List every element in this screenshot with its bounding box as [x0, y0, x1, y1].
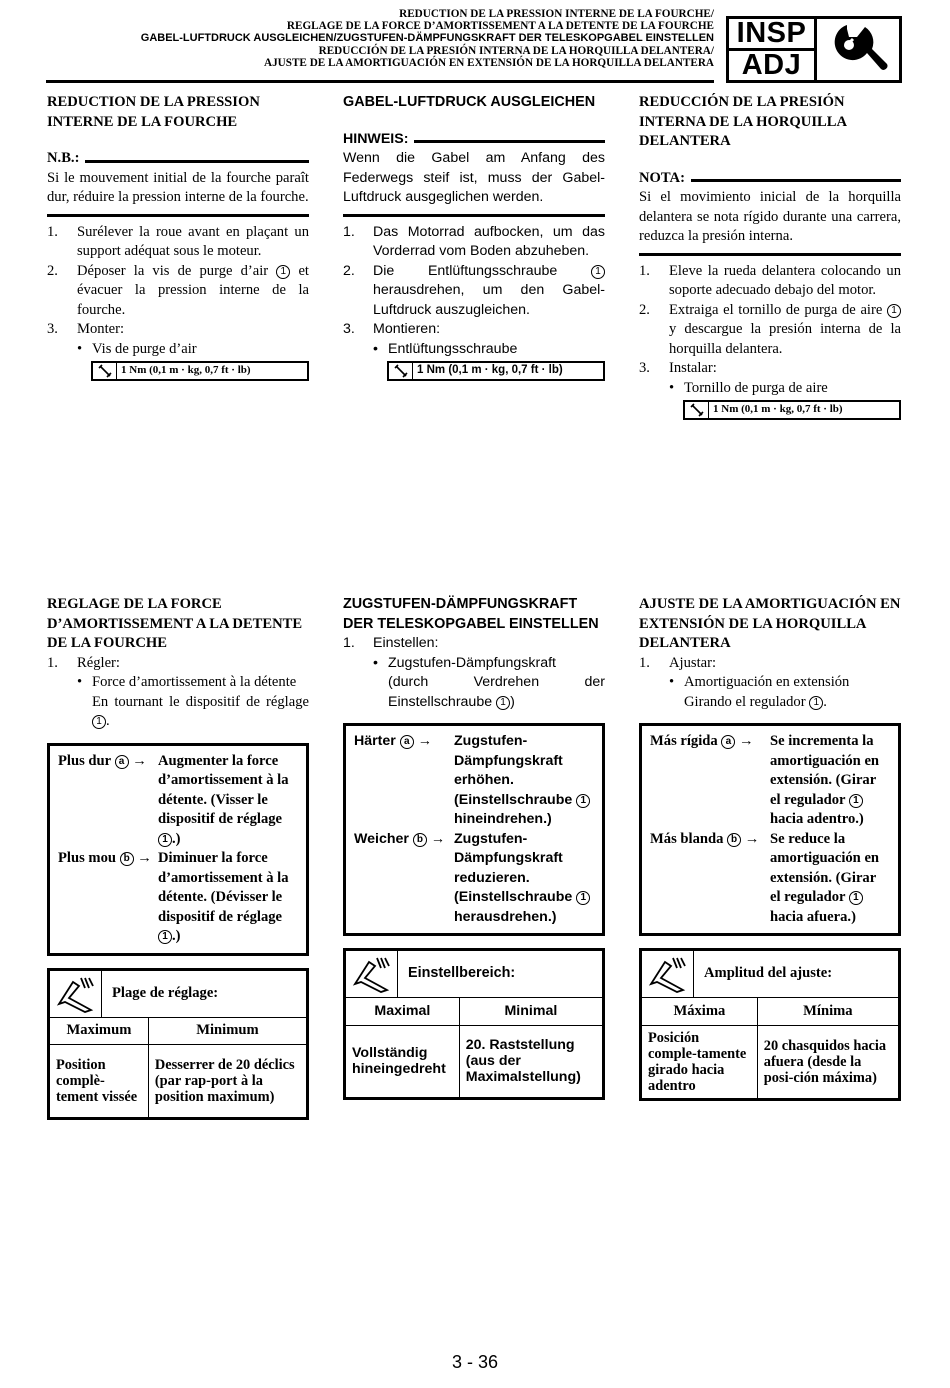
de-harder-row	[354, 732, 594, 830]
es-step-3: Instalar:	[669, 360, 717, 376]
torque-wrench-icon	[685, 402, 709, 418]
torque-wrench-icon	[93, 363, 117, 379]
fr-step-1: Surélever la roue avant en plaçant un support adéquat sous le moteur.	[77, 223, 309, 259]
es-harder-val-b: hacia adentro.)	[770, 811, 864, 827]
callout-1-icon: 1	[158, 930, 172, 944]
fr-note-heading	[47, 149, 309, 169]
fr-torque-value: 1 Nm (0,1 m · kg, 0,7 ft · lb)	[121, 364, 251, 377]
arrow-right-icon: →	[430, 830, 446, 847]
es-rebound-bullet-1: Amortiguación en extensión	[684, 674, 850, 690]
list-item: 1. Eleve la rueda delantera colocando un soporte adecuado debajo del motor.	[639, 262, 901, 301]
page-header	[46, 8, 714, 69]
list-item: • Force d’amortissement à la détente	[47, 673, 309, 693]
fr-softer-row	[58, 849, 298, 947]
fr-bullet: Vis de purge d’air	[92, 340, 197, 357]
fr-rebound-step-1: Régler:	[77, 654, 120, 671]
de-min-value: 20. Raststellung (aus der Maximalstellung)	[465, 1037, 581, 1086]
page-number: 3 - 36	[451, 1352, 499, 1372]
fr-harder-key: Plus dur	[58, 752, 111, 769]
callout-1-icon: 1	[276, 265, 290, 279]
de-step-2a: Die Entlüftungsschraube	[373, 262, 558, 279]
torque-spec	[387, 361, 605, 381]
header-line-4: REDUCCIÓN DE LA PRESIÓN INTERNA DE LA HORQUILLA DELANTERA/	[318, 44, 714, 57]
de-harder-key: Härter	[354, 733, 396, 749]
header-line-1: REDUCTION DE LA PRESSION INTERNE DE LA FOURCHE/	[399, 8, 714, 20]
callout-a-icon: a	[400, 735, 414, 749]
de-harder-val-a: Zugstufen-Dämpfungskraft erhöhen. (Einstellschraube	[454, 733, 573, 808]
callout-a-icon: a	[721, 735, 735, 749]
callout-1-icon: 1	[576, 891, 590, 905]
es-softer-val-a: Se reduce la amortiguación en extensión. (Girar el regulador	[770, 830, 880, 905]
es-range-table	[639, 948, 901, 1101]
list-item: 1. Régler:	[47, 654, 309, 674]
callout-1-icon: 1	[887, 304, 901, 318]
de-torque-value: 1 Nm (0,1 m · kg, 0,7 ft · lb)	[417, 364, 563, 377]
fr-rebound-bullet-2-line: En tournant le dispositif de réglage 1 .	[92, 693, 309, 729]
de-max-header: Maximal	[346, 998, 459, 1025]
de-step-3: Montieren:	[373, 321, 441, 337]
list-item: 2. Die Entlüftungsschraube 1 herausdrehen, um den Gabel-Luftdruck auszugleichen.	[343, 262, 605, 318]
es-harder-key: Más rígida	[650, 733, 718, 749]
torque-spec	[683, 400, 901, 420]
torque-spec	[91, 361, 309, 381]
de-bullet: Entlüftungsschraube	[388, 340, 518, 357]
fr-harder-row	[58, 752, 298, 850]
note-end-rule	[47, 214, 309, 217]
es-step-1: Eleve la rueda delantera colocando un soporte adecuado debajo del motor.	[669, 262, 901, 298]
caliper-icon	[50, 971, 102, 1017]
caliper-icon	[346, 951, 398, 997]
list-item: 3. Instalar:	[639, 359, 901, 379]
es-harder-val-a: Se incrementa la amortiguación en extensión. (Girar el regulador	[770, 733, 880, 808]
es-adjust-box	[639, 723, 901, 936]
badge-insp: INSP	[729, 19, 814, 51]
de-pressure-section	[343, 93, 605, 381]
fr-softer-key: Plus mou	[58, 850, 116, 866]
de-step-2b: herausdrehen, um den Gabel-Luftdruck auszugleichen.	[373, 282, 605, 318]
fr-harder-val-b: .)	[172, 830, 181, 847]
caliper-icon	[642, 951, 694, 997]
list-item: 3. Montieren:	[343, 320, 605, 340]
es-step-2a: Extraiga el tornillo de purga de aire	[669, 301, 883, 318]
fr-range-title: Plage de réglage:	[112, 984, 219, 1001]
header-line-5: AJUSTE DE LA AMORTIGUACIÓN EN EXTENSIÓN DE LA HORQUILLA DELANTERA	[264, 56, 714, 69]
es-step-2b: y descargue la presión interna de la horquilla delantera.	[669, 321, 901, 357]
insp-adj-badge	[726, 16, 902, 83]
header-line-2: REGLAGE DE LA FORCE D’AMORTISSEMENT A LA DETENTE DE LA FOURCHE	[286, 20, 714, 33]
de-softer-key: Weicher	[354, 830, 409, 847]
es-softer-key: Más blanda	[650, 830, 724, 847]
callout-a-icon: a	[115, 755, 129, 769]
es-softer-val-b: hacia afuera.)	[770, 908, 856, 925]
es-rebound-bullet-2-line: Girando el regulador 1 .	[684, 693, 827, 710]
badge-adj: ADJ	[741, 49, 802, 81]
fr-step-2a: Déposer la vis de purge d’air	[77, 262, 269, 279]
fr-step-2b: et évacuer la pression interne de la fourche.	[77, 262, 309, 318]
list-item: 1. Ajustar:	[639, 654, 901, 674]
list-item: • Zugstufen-Dämpfungskraft	[343, 654, 605, 674]
de-rebound-bullet-2: (durch Verdrehen der Einstellschraube	[388, 674, 605, 710]
es-harder-row	[650, 732, 890, 830]
list-item: 3. Monter:	[47, 320, 309, 340]
de-adjust-box	[343, 723, 605, 936]
callout-b-icon: b	[727, 833, 741, 847]
es-min-value: 20 chasquidos hacia afuera (desde la posi-ción máxima)	[763, 1037, 887, 1086]
de-min-header: Minimal	[459, 998, 602, 1025]
es-softer-row	[650, 830, 890, 928]
de-rebound-title: ZUGSTUFEN-DÄMPFUNGSKRAFT DER TELESKOPGABEL EINSTELLEN	[343, 596, 599, 632]
es-rebound-bullet-2: Girando el regulador	[684, 693, 806, 710]
fr-min-value: Desserrer de 20 déclics (par rap-port à la position maximum)	[154, 1056, 295, 1105]
es-bullet: Tornillo de purga de aire	[684, 379, 828, 396]
list-item: 1. Surélever la roue avant en plaçant un support adéquat sous le moteur.	[47, 223, 309, 262]
arrow-right-icon: →	[744, 830, 760, 847]
arrow-right-icon: →	[137, 850, 152, 866]
fr-harder-val-a: Augmenter la force d’amortissement à la détente. (Visser le dispositif de réglage	[158, 752, 289, 827]
callout-b-icon: b	[120, 852, 134, 866]
es-rebound-section	[639, 595, 901, 1101]
de-note-heading	[343, 130, 605, 150]
es-note-text: Si el movimiento inicial de la horquilla delantera se nota rígido durante una carrera, reduzca la presión interna.	[639, 189, 901, 244]
arrow-right-icon: →	[739, 733, 754, 749]
callout-1-icon: 1	[158, 833, 172, 847]
list-item: • Vis de purge d’air	[47, 340, 309, 360]
fr-min-header: Minimum	[148, 1018, 306, 1045]
torque-wrench-icon	[389, 363, 413, 379]
es-rebound-title: AJUSTE DE LA AMORTIGUACIÓN EN EXTENSIÓN DE LA HORQUILLA DELANTERA	[639, 596, 901, 651]
de-rebound-bullet-1: Zugstufen-Dämpfungskraft	[388, 654, 556, 671]
de-rebound-section	[343, 595, 605, 1100]
callout-1-icon: 1	[92, 715, 106, 729]
es-torque-value: 1 Nm (0,1 m · kg, 0,7 ft · lb)	[713, 403, 843, 416]
es-min-header: Mínima	[757, 998, 898, 1025]
es-range-title: Amplitud del ajuste:	[704, 965, 833, 982]
callout-1-icon: 1	[849, 891, 863, 905]
fr-rebound-section	[47, 595, 309, 1120]
de-range-table	[343, 948, 605, 1100]
es-pressure-section	[639, 93, 901, 420]
de-range-title: Einstellbereich:	[408, 965, 516, 982]
callout-1-icon: 1	[849, 794, 863, 808]
list-item: 2. Déposer la vis de purge d’air 1 et évacuer la pression interne de la fourche.	[47, 262, 309, 318]
de-note-label: HINWEIS:	[343, 130, 409, 147]
fr-step-3: Monter:	[77, 321, 125, 337]
fr-softer-val-b: .)	[172, 928, 181, 944]
fr-pressure-title: REDUCTION DE LA PRESSION INTERNE DE LA FOURCHE	[47, 94, 260, 130]
es-pressure-title: REDUCCIÓN DE LA PRESIÓN INTERNA DE LA HORQUILLA DELANTERA	[639, 94, 847, 149]
list-item: • Tornillo de purga de aire	[639, 379, 901, 399]
es-max-value: Posición comple-tamente girado hacia adentro	[642, 1025, 757, 1098]
es-note-label: NOTA:	[639, 169, 685, 186]
es-max-header: Máxima	[642, 998, 757, 1025]
fr-rebound-bullet-2: En tournant le dispositif de réglage	[92, 693, 309, 710]
de-harder-val-b: hineindrehen.)	[454, 811, 552, 827]
de-rebound-bullet-2-line: (durch Verdrehen der Einstellschraube 1 )	[388, 674, 605, 710]
de-softer-val-a: Zugstufen-Dämpfungskraft reduzieren. (Einstellschraube	[454, 830, 573, 905]
fr-softer-val-a: Diminuer la force d’amortissement à la détente. (Dévisser le dispositif de réglage	[158, 850, 289, 925]
wrench-icon	[817, 19, 899, 80]
fr-adjust-box	[47, 743, 309, 956]
header-line-3: GABEL-LUFTDRUCK AUSGLEICHEN/ZUGSTUFEN-DÄMPFUNGSKRAFT DER TELESKOPGABEL EINSTELLEN	[140, 32, 714, 45]
list-item: 1. Einstellen:	[343, 634, 605, 654]
de-softer-row	[354, 830, 594, 928]
fr-max-value: Position complè-tement vissée	[50, 1045, 148, 1117]
es-note-heading	[639, 169, 901, 189]
arrow-right-icon: →	[132, 752, 147, 769]
fr-max-header: Maximum	[50, 1018, 148, 1045]
fr-note-label: N.B.:	[47, 150, 80, 166]
fr-rebound-bullet-1: Force d’amortissement à la détente	[92, 674, 297, 690]
de-softer-val-b: herausdrehen.)	[454, 908, 557, 925]
es-rebound-step-1: Ajustar:	[669, 654, 717, 671]
fr-range-table	[47, 968, 309, 1120]
list-item: 1. Das Motorrad aufbocken, um das Vorderrad vom Boden abzuheben.	[343, 223, 605, 262]
list-item: • Amortiguación en extensión	[639, 673, 901, 693]
arrow-right-icon: →	[417, 733, 432, 749]
de-step-1: Das Motorrad aufbocken, um das Vorderrad vom Boden abzuheben.	[373, 223, 605, 259]
note-end-rule	[639, 253, 901, 256]
note-end-rule	[343, 214, 605, 217]
fr-rebound-title: REGLAGE DE LA FORCE D’AMORTISSEMENT A LA DETENTE DE LA FOURCHE	[47, 596, 303, 651]
callout-b-icon: b	[413, 833, 427, 847]
de-note-text: Wenn die Gabel am Anfang des Federwegs steif ist, muss der Gabel-Luftdruck ausgeglichen werden.	[343, 150, 605, 205]
list-item: • Entlüftungsschraube	[343, 340, 605, 360]
callout-1-icon: 1	[809, 696, 823, 710]
de-pressure-title: GABEL-LUFTDRUCK AUSGLEICHEN	[343, 94, 596, 110]
de-rebound-step-1: Einstellen:	[373, 635, 439, 651]
fr-note-text: Si le mouvement initial de la fourche paraît dur, réduire la pression interne de la fourche.	[47, 169, 309, 205]
fr-pressure-section	[47, 93, 309, 381]
callout-1-icon: 1	[591, 265, 605, 279]
list-item: 2. Extraiga el tornillo de purga de aire 1 y descargue la presión interna de la horquilla delantera.	[639, 301, 901, 357]
callout-1-icon: 1	[496, 696, 510, 710]
header-rule	[46, 80, 714, 83]
de-max-value: Vollständig hineingedreht	[346, 1025, 459, 1097]
callout-1-icon: 1	[576, 794, 590, 808]
